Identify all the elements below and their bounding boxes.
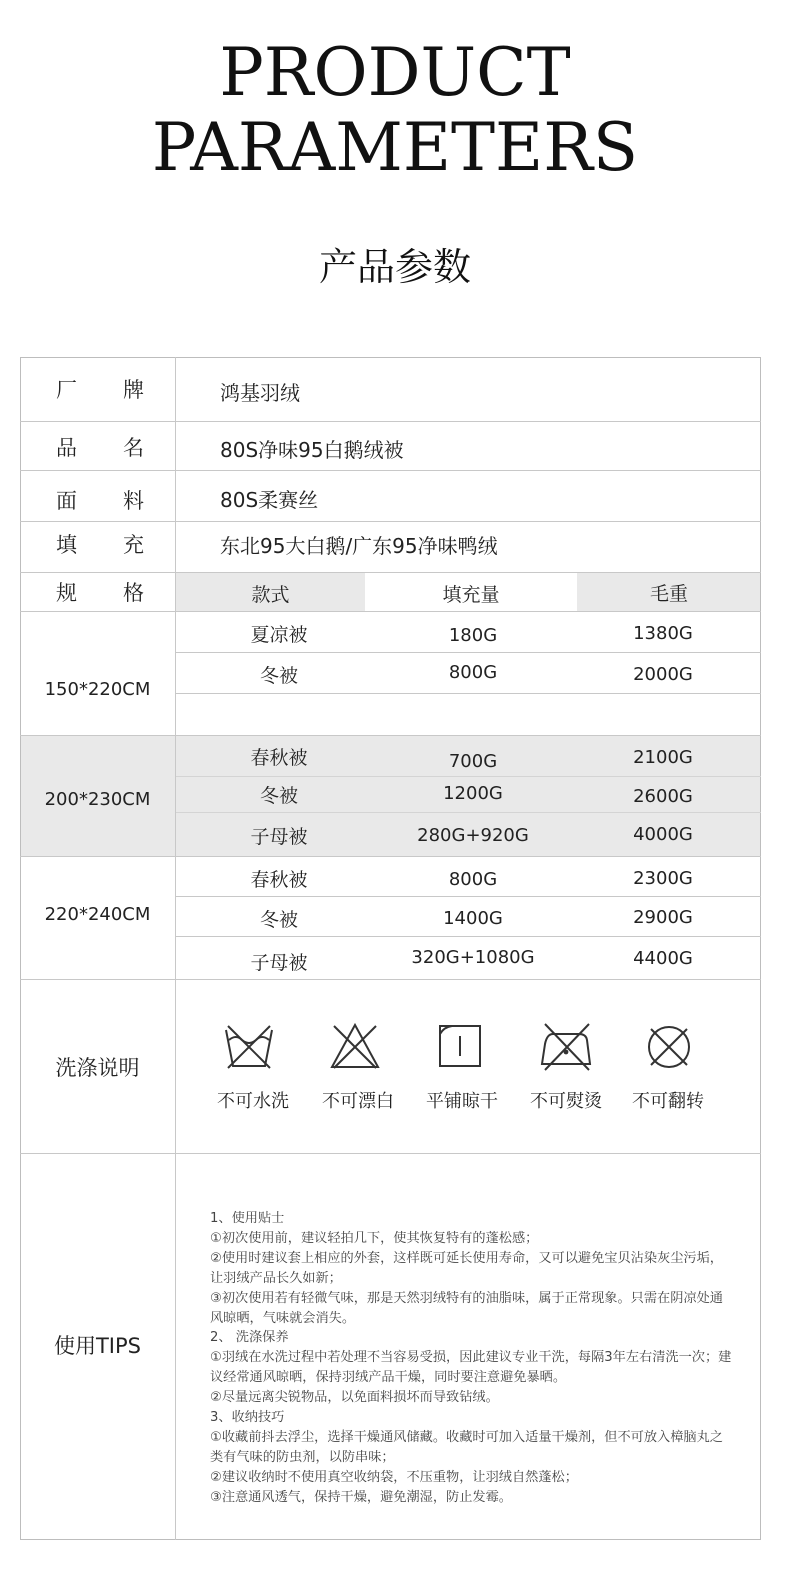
value-filling: 东北95大白鹅/广东95净味鸭绒: [220, 533, 498, 558]
spec-style: 夏凉被: [250, 623, 308, 646]
divider: [176, 693, 761, 694]
tips-line: ③初次使用若有轻微气味，那是天然羽绒特有的油脂味，属于正常现象。只需在阴凉处通: [210, 1290, 723, 1306]
label-wash: 洗涤说明: [55, 1056, 140, 1080]
no-wash-icon: [222, 1020, 276, 1074]
label-brand: 厂 牌: [56, 378, 144, 402]
tips-line: ②尽量远离尖锐物品，以免面料损坏而导致钻绒。: [210, 1390, 499, 1406]
value-fabric: 80S柔赛丝: [220, 487, 319, 512]
title-chinese: 产品参数: [318, 245, 471, 289]
tips-line: 1、使用贴士: [210, 1211, 285, 1226]
spec-header-style: 款式: [251, 583, 290, 606]
spec-style: 春秋被: [250, 746, 308, 769]
spec-fill: 1400G: [443, 907, 503, 929]
spec-fill: 1200G: [443, 782, 503, 804]
dry-flat-icon: [433, 1020, 487, 1074]
spec-fill: 700G: [448, 750, 498, 772]
spec-fill: 800G: [448, 868, 498, 890]
size-label: 200*230CM: [44, 788, 151, 810]
tips-line: ①收藏前抖去浮尘，选择干燥通风储藏。收藏时可加入适量干燥剂，但不可放入樟脑丸之: [210, 1429, 723, 1445]
spec-weight: 4000G: [633, 823, 693, 845]
tips-line: ②使用时建议套上相应的外套，这样既可延长使用寿命，又可以避免宝贝沾染灰尘污垢，: [210, 1250, 723, 1266]
spec-fill: 800G: [448, 661, 498, 683]
spec-style: 春秋被: [250, 868, 308, 891]
spec-style: 子母被: [250, 825, 308, 848]
divider: [20, 979, 761, 980]
tips-line: ③注意通风透气，保持干燥，避免潮湿，防止发霉。: [210, 1489, 512, 1505]
spec-weight: 4400G: [633, 947, 693, 969]
spec-header-weight: 毛重: [649, 582, 688, 605]
wash-caption: 不可水洗: [217, 1091, 289, 1112]
spec-style: 子母被: [250, 951, 308, 974]
divider: [176, 896, 761, 897]
no-tumble-icon: [642, 1020, 696, 1074]
spec-weight: 2300G: [633, 867, 693, 889]
spec-fill: 320G+1080G: [411, 946, 535, 968]
spec-weight: 1380G: [633, 622, 693, 644]
divider: [20, 470, 761, 471]
tips-line: 类有气味的防虫剂，以防串味；: [210, 1449, 395, 1465]
wash-caption: 不可漂白: [322, 1091, 394, 1112]
tips-line: 3、收纳技巧: [210, 1410, 285, 1426]
tips-line: 让羽绒产品长久如新；: [210, 1270, 342, 1286]
spec-header-fill: 填充量: [442, 583, 500, 606]
wash-caption: 不可翻转: [632, 1091, 704, 1112]
label-fabric: 面 料: [56, 489, 144, 513]
divider: [20, 521, 761, 522]
label-filling: 填 充: [56, 533, 144, 557]
tips-text: [210, 1209, 750, 1508]
tips-line: ①羽绒在水洗过程中若处理不当容易受损，因此建议专业干洗，每隔3年左右清洗一次；建: [210, 1350, 732, 1366]
no-bleach-icon: [328, 1020, 382, 1074]
value-product-name: 80S净味95白鹅绒被: [220, 437, 404, 462]
spec-style: 冬被: [259, 784, 298, 807]
tips-line: 风晾晒，气味就会消失。: [210, 1310, 356, 1326]
divider: [176, 652, 761, 653]
label-product-name: 品 名: [56, 436, 144, 460]
spec-weight: 2900G: [633, 906, 693, 928]
spec-weight: 2100G: [633, 746, 693, 768]
value-brand: 鸿基羽绒: [220, 380, 300, 405]
title-parameters: PARAMETERS: [151, 109, 639, 186]
tips-line: 议经常通风晾晒，保持羽绒产品干燥，同时要注意避免暴晒。: [210, 1370, 567, 1386]
divider: [20, 1153, 761, 1154]
tips-line: ①初次使用前，建议轻拍几下，使其恢复特有的蓬松感；: [210, 1230, 539, 1246]
divider: [20, 735, 761, 736]
wash-caption: 不可熨烫: [530, 1091, 602, 1112]
size-label: 220*240CM: [44, 903, 151, 925]
wash-caption: 平铺晾干: [426, 1091, 498, 1112]
divider: [20, 421, 761, 422]
divider: [20, 856, 761, 857]
spec-style: 冬被: [259, 908, 298, 931]
spec-style: 冬被: [259, 664, 298, 687]
divider: [176, 936, 761, 937]
spec-weight: 2000G: [633, 663, 693, 685]
divider: [20, 611, 761, 612]
tips-line: 2、 洗涤保养: [210, 1330, 289, 1346]
spec-fill: 180G: [448, 624, 498, 646]
no-iron-icon: [539, 1020, 593, 1074]
label-spec: 规 格: [56, 581, 144, 605]
label-tips: 使用TIPS: [53, 1334, 141, 1358]
tips-line: ②建议收纳时不使用真空收纳袋，不压重物，让羽绒自然蓬松；: [210, 1469, 578, 1485]
spec-weight: 2600G: [633, 785, 693, 807]
spec-fill: 280G+920G: [417, 824, 529, 846]
size-label: 150*220CM: [44, 678, 151, 700]
title-product: PRODUCT: [219, 34, 571, 111]
